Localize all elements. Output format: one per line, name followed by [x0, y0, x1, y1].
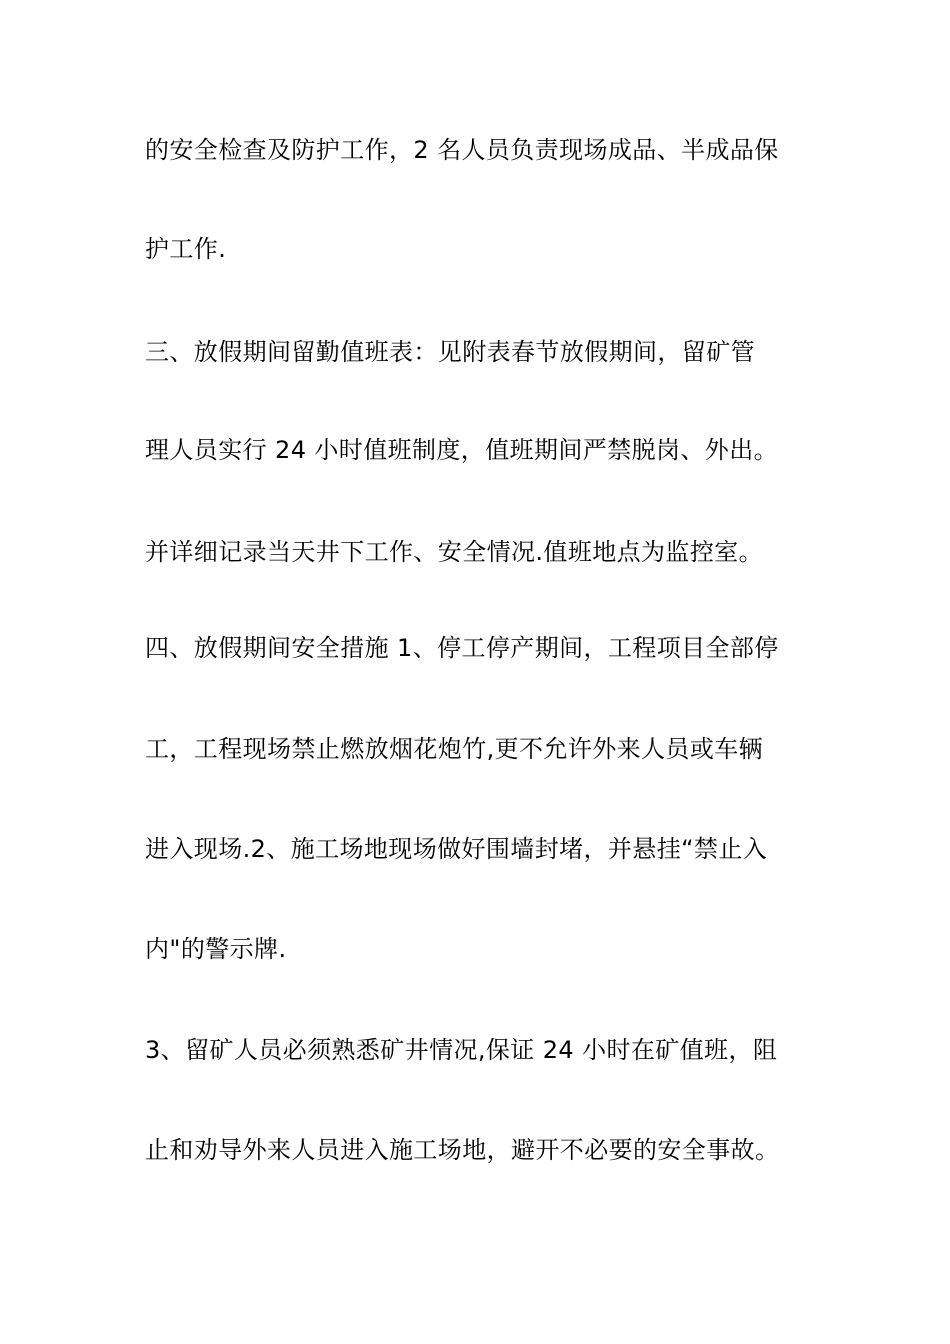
text-line-2: 护工作. [145, 235, 227, 263]
text-line-1: 的安全检查及防护工作，2 名人员负责现场成品、半成品保 [145, 136, 779, 164]
text-line-9: 内"的警示牌. [145, 935, 287, 963]
text-line-3: 三、放假期间留勤值班表：见附表春节放假期间，留矿管 [145, 338, 755, 366]
text-line-8: 进入现场.2、施工场地现场做好围墙封堵，并悬挂“禁止入 [145, 835, 768, 863]
text-line-11: 止和劝导外来人员进入施工场地，避开不必要的安全事故。 [145, 1136, 780, 1164]
text-line-4: 理人员实行 24 小时值班制度，值班期间严禁脱岗、外出。 [145, 436, 778, 464]
text-line-6: 四、放假期间安全措施 1、停工停产期间，工程项目全部停 [145, 634, 779, 662]
text-line-5: 并详细记录当天井下工作、安全情况.值班地点为监控室。 [145, 538, 764, 566]
text-line-7: 工，工程现场禁止燃放烟花炮竹,更不允许外来人员或车辆 [145, 735, 764, 763]
text-line-10: 3、留矿人员必须熟悉矿井情况,保证 24 小时在矿值班，阻 [145, 1036, 778, 1064]
